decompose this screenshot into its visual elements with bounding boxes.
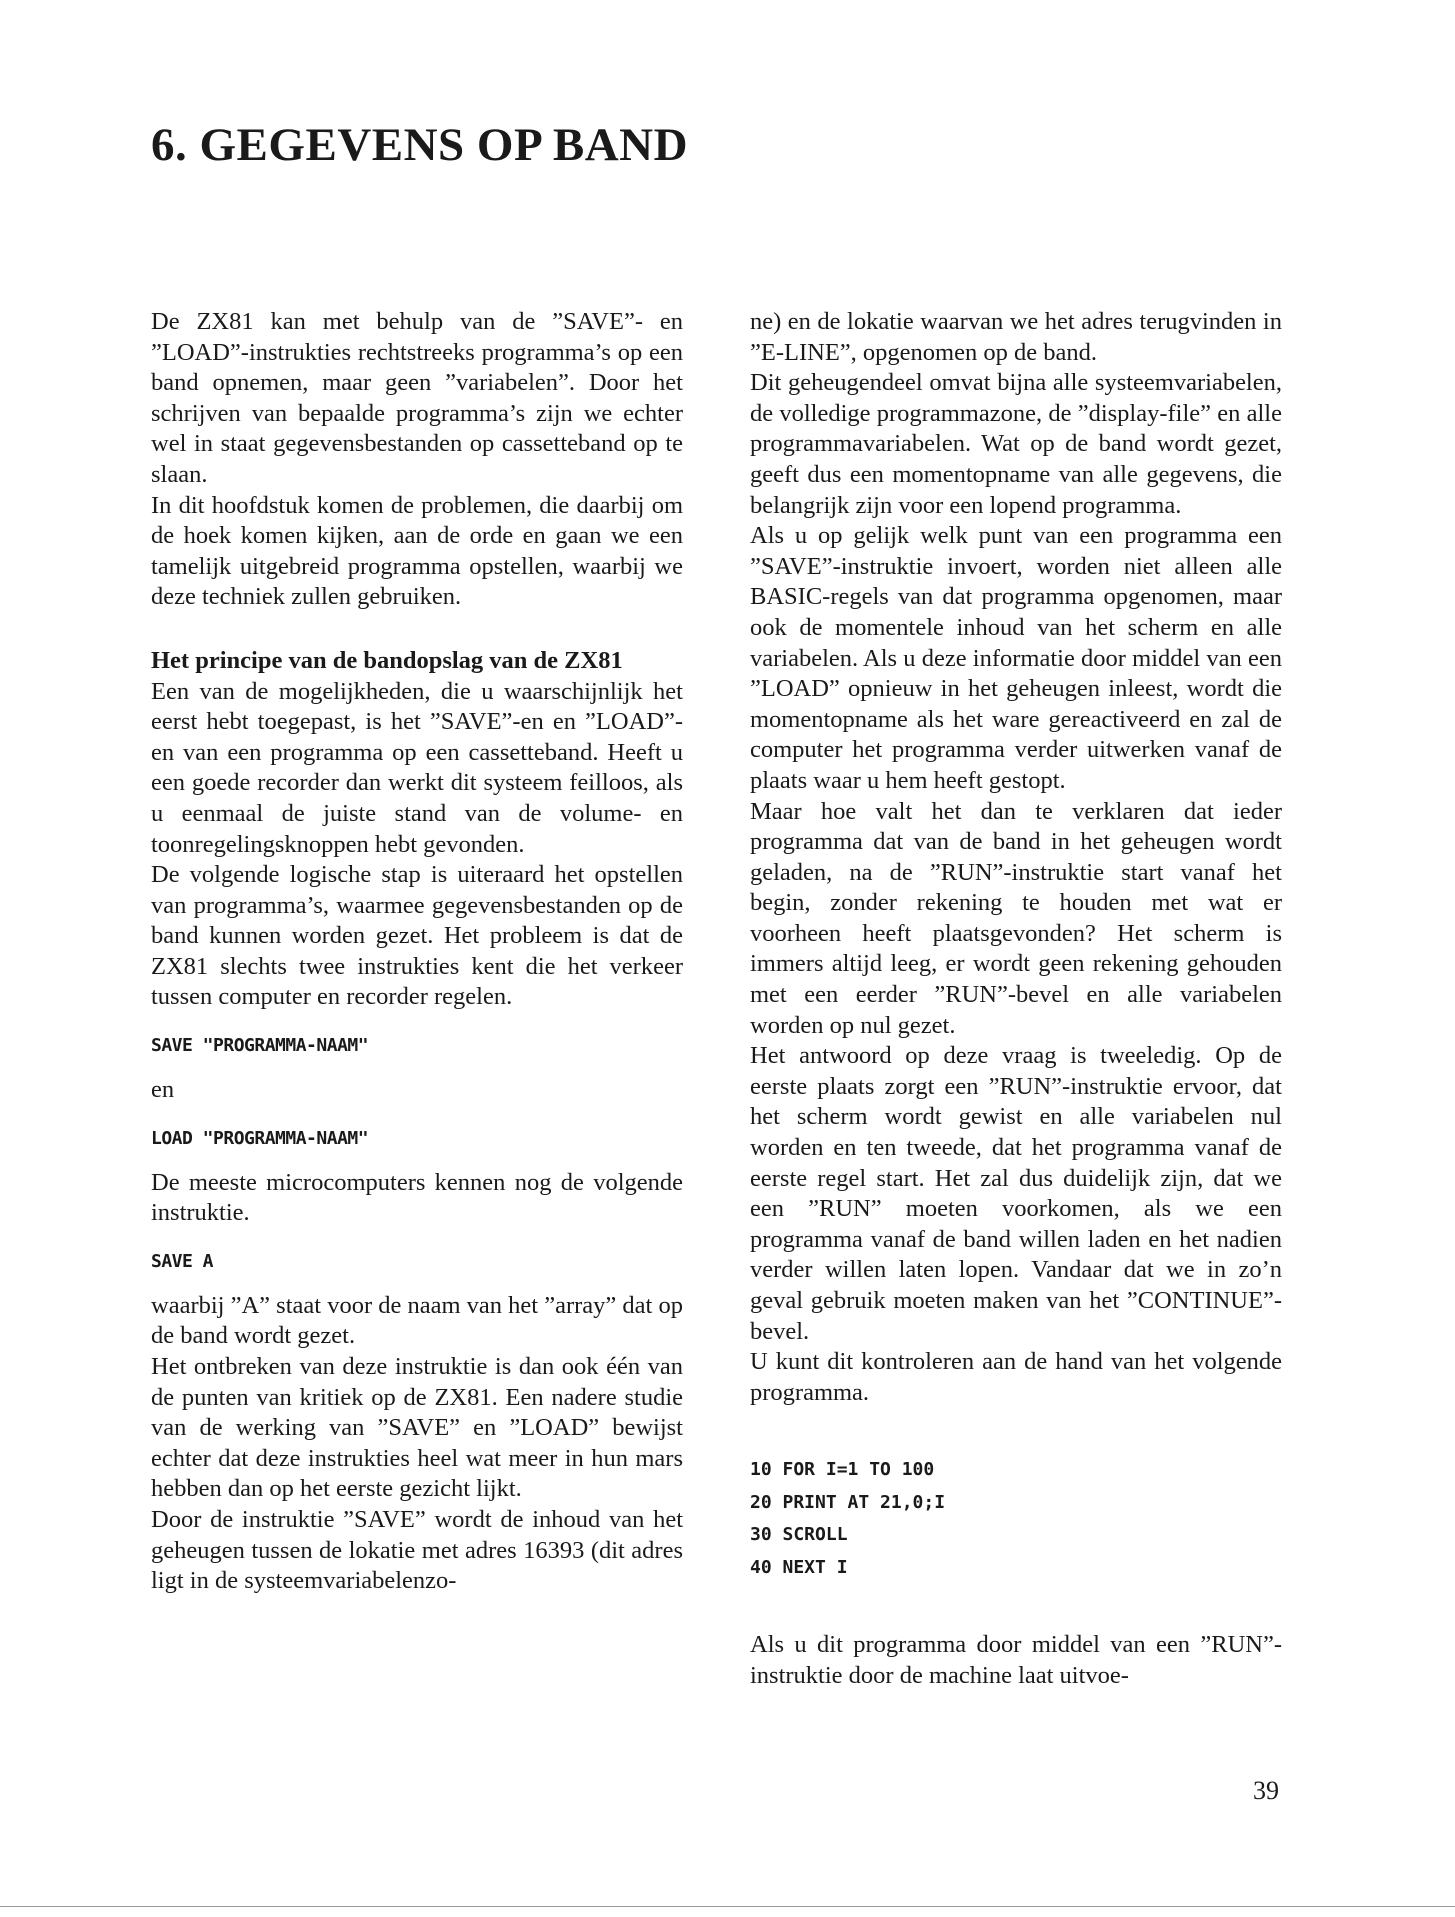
paragraph-chapter-scope: In dit hoofdstuk komen de problemen, die daarbij om de hoek komen kijken, aan de orde en gaan we een tamelijk uitgebreid programma opstellen, waarbij we deze techniek zullen gebruiken. [151, 491, 683, 611]
paragraph-memory: Door de instruktie ”SAVE” wordt de inhoud van het geheugen tussen de lokatie met adres 16393 (dit adres ligt in de systeemvariabelenzo- [151, 1506, 683, 1595]
code-save-command: SAVE "PROGRAMMA-NAAM" [151, 1035, 369, 1057]
code-load-command: LOAD "PROGRAMMA-NAAM" [151, 1127, 369, 1149]
code-listing [750, 1454, 1282, 1584]
paragraph-array: waarbij ”A” staat voor de naam van het ”array” dat op de band wordt gezet. [151, 1291, 683, 1350]
paragraph-run-question: Maar hoe valt het dan te verklaren dat ieder programma dat van de band in het geheugen wordt geladen, na de ”RUN”-instruktie start vanaf het begin, zonder rekening te houden met wat er voorheen heeft plaatsgevonden? Het scherm is immers altijd leeg, er wordt geen rekening gehouden met een eerder ”RUN”-bevel en alle variabelen worden op nul gezet. [750, 797, 1282, 1039]
right-column [750, 307, 1282, 1692]
code-line: 40 NEXT I [750, 1556, 848, 1578]
paragraph-eline: ne) en de lokatie waarvan we het adres terugvinden in ”E-LINE”, opgenomen op de band. [750, 308, 1282, 366]
code-line: 30 SCROLL [750, 1524, 848, 1546]
paragraph-memory-contents: Dit geheugendeel omvat bijna alle systeemvariabelen, de volledige programmazone, de ”display-file” en alle programmavariabelen. Wat op de band wordt gezet, geeft dus een momentopname van alle gegevens, die belangrijk zijn voor een lopend programma. [750, 369, 1282, 519]
paragraph-criticism: Het ontbreken van deze instruktie is dan ook één van de punten van kritiek op de ZX81. Een nadere studie van de werking van ”SAVE” en ”LOAD” bewijst echter dat deze instrukties heel wat meer in hun mars hebben dan op het eerste gezicht lijkt. [151, 1353, 683, 1503]
page-number: 39 [1253, 1776, 1279, 1805]
paragraph-intro: De ZX81 kan met behulp van de ”SAVE”- en ”LOAD”-instrukties rechtstreeks programma’s op een band opnemen, maar geen ”variabelen”. Door het schrijven van bepaalde programma’s zijn we echter wel in staat gegevensbestanden op cassetteband op te slaan. [151, 308, 683, 488]
page-title: 6. GEGEVENS OP BAND [151, 119, 689, 171]
paragraph-answer: Het antwoord op deze vraag is tweeledig. Op de eerste plaats zorgt een ”RUN”-instruktie ervoor, dat het scherm wordt gewist en alle variabelen nul worden en ten tweede, dat het programma vanaf de eerste regel start. Het zal dus duidelijk zijn, dat we een ”RUN” moeten voorkomen, als we een programma vanaf de band willen laden en het nadien verder willen laten lopen. Vandaar dat we in zo’n geval gebruik moeten maken van het ”CONTINUE”-bevel. [750, 1042, 1282, 1345]
paragraph-run-program: Als u dit programma door middel van een ”RUN”-instruktie door de machine laat uitvoe- [750, 1631, 1282, 1689]
text-en: en [151, 1076, 175, 1104]
paragraph-save-anywhere: Als u op gelijk welk punt van een programma een ”SAVE”-instruktie invoert, worden niet alleen alle BASIC-regels van dat programma opgenomen, maar ook de momentele inhoud van het scherm en alle variabelen. Als u deze informatie door middel van een ”LOAD” opnieuw in het geheugen inleest, wordt die momentopname als het ware gereactiveerd en zal de computer het programma verder uitwerken vanaf de plaats waar u hem heeft gestopt. [750, 522, 1282, 794]
paragraph-check: U kunt dit kontroleren aan de hand van het volgende programma. [750, 1348, 1282, 1406]
paragraph-microcomputers: De meeste microcomputers kennen nog de volgende instruktie. [151, 1168, 683, 1227]
code-line: 10 FOR I=1 TO 100 [750, 1459, 935, 1481]
code-line: 20 PRINT AT 21,0;I [750, 1491, 946, 1513]
footer-rule [0, 1906, 1455, 1907]
section-heading: Het principe van de bandopslag van de ZX81 [151, 646, 623, 674]
code-save-array: SAVE A [151, 1250, 214, 1272]
left-column [151, 307, 683, 1597]
paragraph-save-load: Een van de mogelijkheden, die u waarschijnlijk het eerst hebt toegepast, is het ”SAVE”-en en ”LOAD”-en van een programma op een cassetteband. Heeft u een goede recorder dan werkt dit systeem feilloos, als u eenmaal de juiste stand van de volume- en toonregelingsknoppen hebt gevonden. [151, 677, 683, 858]
paragraph-next-step: De volgende logische stap is uiteraard het opstellen van programma’s, waarmee gegevensbestanden op de band kunnen worden gezet. Het probleem is dat de ZX81 slechts twee instrukties kent die het verkeer tussen computer en recorder regelen. [151, 861, 683, 1011]
